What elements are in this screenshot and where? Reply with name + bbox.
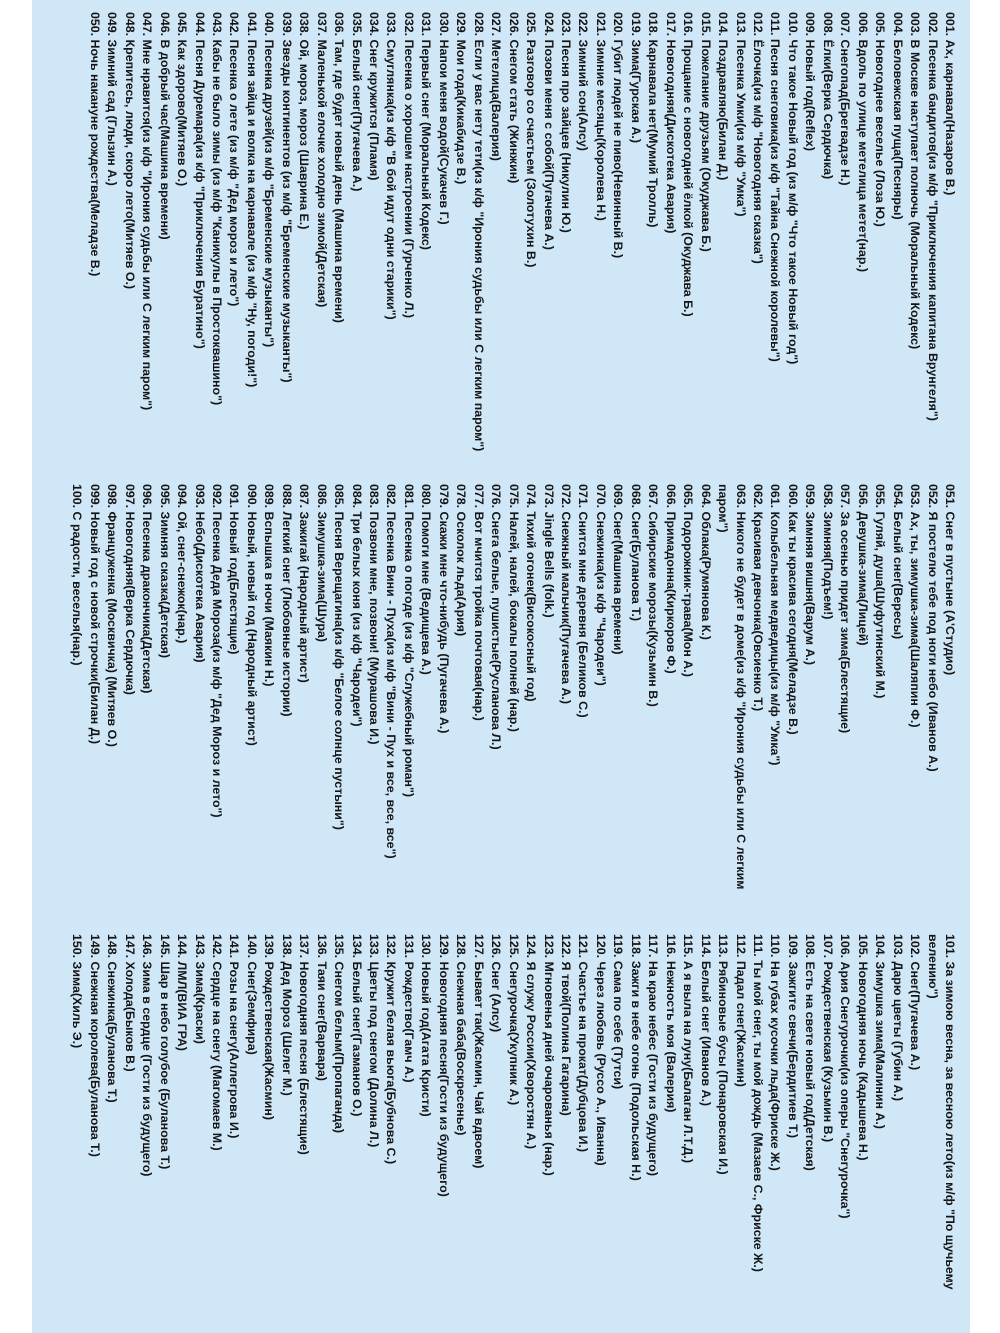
track-item: 149. Снежная королева(Буланова Т.): [87, 934, 102, 1157]
track-item: 098. Француженка (Москвичка) (Митяев О.): [105, 484, 120, 747]
track-item: 118. Зажги в небе огонь (Подольская Н.): [628, 934, 643, 1181]
track-item: 063. Никого не будет в доме(из к/ф "Ирония судьбы или С легким паром"): [716, 484, 748, 890]
track-item: 004. Беловежская пуща(Песняры): [890, 12, 905, 220]
track-item: 094. Ой, снег-снежок(нар.): [175, 484, 190, 644]
track-item: 130. Новый год(Агата Кристи): [419, 934, 434, 1117]
track-item: 123. Мгновенья дней очарованья (нар.): [541, 934, 556, 1176]
track-item: 126. Снег (Алсу): [489, 934, 504, 1033]
track-item: 035. Белый снег(Пугачева А.): [349, 12, 364, 192]
track-item: 099. Новый год с новой строчки(Билан Д.): [87, 484, 102, 745]
track-item: 021. Зимние месяцы(Королева Н.): [593, 12, 608, 221]
track-item: 025. Разговор со счастьем (Золотухин В.): [524, 12, 539, 268]
track-item: 011. Песня снеговика(из к/ф "Тайна Снежной королевы"): [768, 12, 783, 362]
track-item: 147. Холода(Быков В.): [122, 934, 137, 1072]
track-item: 012. Ёлочка(из м/ф "Новогодняя сказка"): [751, 12, 766, 264]
track-item: 146. Зима в сердце (Гости из будущего): [140, 934, 155, 1177]
track-item: 072. Снежный мальчик(Пугачева А.): [559, 484, 574, 704]
track-item: 061. Колыбельная медведицы(из м/ф "Умка"): [768, 484, 783, 766]
track-item: 002. Песенка бандитов(из м/ф "Приключения капитана Врунгеля"): [925, 12, 940, 421]
track-item: 076. Снега белые, пушистые(Русланова Л.): [489, 484, 504, 750]
track-item: 064. Облака(Румянова К.): [698, 484, 713, 640]
track-item: 086. Зимушка-зима(Шура): [314, 484, 329, 642]
track-item: 054. Белый снег(Вересы): [890, 484, 905, 640]
track-item: 069. Снег(Машина времени): [611, 484, 626, 655]
track-item: 044. Песня Дуремара(из к/ф "Приключения Буратино"): [192, 12, 207, 349]
track-item: 095. Зимняя сказка(Детская): [157, 484, 172, 658]
track-item: 088. Легкий снег (Любовные истории): [279, 484, 294, 717]
track-item: 073. Jingle Bells (folk.): [541, 484, 556, 618]
track-item: 082. Песенка Вини - Пуха(из м/ф "Вини - Пух и все, все, все"): [384, 484, 399, 859]
track-item: 028. Если у вас нету тети(из к/ф "Ирония судьбы или С легким паром"): [471, 12, 486, 452]
track-item: 096. Песенка дракончика(Детская): [140, 484, 155, 694]
track-item: 020. Губит людей не пиво(Невинный В.): [611, 12, 626, 259]
tracklist-column-3: [68, 934, 958, 1326]
track-item: 141. Розы на снегу(Аллегрова И.): [227, 934, 242, 1139]
track-item: 116. Нежность моя (Валерия): [663, 934, 678, 1113]
track-item: 051. Снег в пустыне (А'Студио): [943, 484, 957, 676]
track-item: 042. Песенка о лете (из м/ф "Дед мороз и лето"): [227, 12, 242, 307]
track-item: 032. Песенка о хорошем настроении (Гурченко Л.): [401, 12, 416, 319]
track-item: 017. Новогодняя(Дискотека Авария): [663, 12, 678, 234]
track-item: 036. Там, где будет новый день (Машина времени): [332, 12, 347, 323]
track-item: 055. Гуляй, душа(Шуфутинский М.): [873, 484, 888, 699]
track-item: 143. Зима(Краски): [192, 934, 207, 1044]
track-item: 137. Новогодняя песня (Блестящие): [297, 934, 312, 1155]
track-item: 041. Песня зайца и волка на карнавале (из м/ф "Ну, погоди!"): [244, 12, 259, 388]
track-item: 040. Песенка друзей(из м/ф "Бременские музыканты"): [262, 12, 277, 348]
track-item: 113. Рябиновые бусы (Понаровская И.): [716, 934, 731, 1175]
track-item: 053. Ах, ты, зимушка-зима(Шаляпин Ф.): [908, 484, 923, 728]
track-item: 100. С радости, веселья(нар.): [70, 484, 85, 666]
track-item: 030. Напои меня водой(Сукачев Г.): [436, 12, 451, 225]
track-item: 132. Кружит белая вьюга(Бубнова С.): [384, 934, 399, 1165]
track-item: 097. Новогодняя(Верка Сердючка): [122, 484, 137, 695]
track-item: 023. Песня про зайцев (Никулин Ю.): [559, 12, 574, 233]
track-item: 065. Подорожник-трава(Мон А.): [681, 484, 696, 677]
track-item: 109. Зажгите свечи(Бердитиев Т.): [785, 934, 800, 1138]
track-item: 075. Налей, налей, бокалы полней (нар.): [506, 484, 521, 732]
track-item: 140. Снег(Земфира): [244, 934, 259, 1055]
track-item: 134. Белый снег(Газманов О.): [349, 934, 364, 1117]
track-item: 090. Новый, новый год (Народный артист): [244, 484, 259, 746]
track-item: 046. В добрый час(Машина времени): [157, 12, 172, 240]
track-item: 083. Позвони мне, позвони! (Мурашова И.): [367, 484, 382, 745]
track-item: 074. Тихий огонек(Високосный год): [524, 484, 539, 702]
track-item: 107. Рождественская (Кузьмин В.): [820, 934, 835, 1143]
track-item: 058. Зимняя(Подъем!): [820, 484, 835, 620]
track-item: 029. Мои года(Кикабидзе В.): [454, 12, 469, 185]
track-item: 037. Маленькой елочке холодно зимой(Детская): [314, 12, 329, 308]
track-item: 048. Крепитесь, люди, скоро лето(Митяев О.): [122, 12, 137, 290]
track-item: 062. Красивая девчонка(Овсиенко Т.): [751, 484, 766, 712]
track-item: 057. За осенью придет зима(Блестящие): [838, 484, 853, 734]
track-item: 111. Ты мой снег, ты мой дождь (Мазаев С., Фриске Ж.): [751, 934, 766, 1272]
track-item: 079. Скажи мне что-нибудь (Пугачева А.): [436, 484, 451, 734]
track-item: 070. Снежинка(из к/ф "Чародеи"): [593, 484, 608, 686]
track-item: 005. Новогоднее веселье (Лоза Ю.): [873, 12, 888, 227]
track-item: 124. Я служу России(Хворостян А.): [524, 934, 539, 1150]
track-item: 087. Зажигай (Народный артист): [297, 484, 312, 683]
track-item: 102. Снег(Пугачева А.): [908, 934, 923, 1071]
track-item: 071. Снится мне деревня (Беликов С.): [576, 484, 591, 718]
track-item: 018. Карнавала нет(Мумий Тролль): [646, 12, 661, 228]
track-item: 117. На краю небес (Гости из будущего): [646, 934, 661, 1176]
track-item: 112. Падал снег(Жасмин): [733, 934, 748, 1087]
track-item: 131. Рождество(Гамч А.): [401, 934, 416, 1083]
track-item: 013. Песенка Умки(из м/ф "Умка"): [733, 12, 748, 217]
track-item: 001. Ах, карнавал(Назаров В.): [943, 12, 957, 196]
track-item: 077. Вот мчится тройка почтовая(нар.): [471, 484, 486, 721]
track-item: 138. Дед Мороз (Шелег М.): [279, 934, 294, 1096]
track-item: 059. Зимняя вишня(Варум А.): [803, 484, 818, 665]
track-item: 084. Три белых коня (из к/ф "Чародеи"): [349, 484, 364, 727]
track-item: 085. Песня Верещагина(из к/ф "Белое солнце пустыни"): [332, 484, 347, 830]
track-item: 015. Пожелание друзьям (Окуджава Б.): [698, 12, 713, 252]
track-item: 144. ЛМЛ(ВИА ГРА): [175, 934, 190, 1051]
track-item: 031. Первый снег (Моральный Кодекс): [419, 12, 434, 250]
track-item: 052. Я постелю тебе под ноги небо (Иванов А.): [925, 484, 940, 772]
track-item: 105. Новогодняя ночь (Кадышева Н.): [855, 934, 870, 1161]
track-item: 060. Как ты красива сегодня(Меладзе В.): [785, 484, 800, 735]
track-item: 120. Через любовь (Руссо А., Иванна): [593, 934, 608, 1166]
track-item: 135. Снегом белым(Пропаганда): [332, 934, 347, 1134]
track-item: 080. Помоги мне (Ведищева А.): [419, 484, 434, 675]
track-item: 034. Снег кружится (Пламя): [367, 12, 382, 181]
track-item: 103. Дарю цветы (Губин А.): [890, 934, 905, 1102]
track-item: 092. Песенка Деда Мороза(из м/ф "Дед Мороз и лето"): [209, 484, 224, 818]
track-item: 114. Белый снег (Иванов А.): [698, 934, 713, 1107]
track-item: 129. Новогодняя песня(Гости из будущего): [436, 934, 451, 1197]
track-item: 108. Есть на свете новый год(Детская): [803, 934, 818, 1171]
track-item: 093. Небо(Дискотека Авария): [192, 484, 207, 663]
track-item: 026. Снегом стать (Жинжин): [506, 12, 521, 184]
track-item: 066. Примадонна(Киркоров Ф.): [663, 484, 678, 674]
track-item: 024. Позови меня с собой(Пугачева А.): [541, 12, 556, 250]
track-item: 148. Снежинка(Буланова Т.): [105, 934, 120, 1103]
track-item: 003. В Москве наступает полночь (Моральный Кодекс): [908, 12, 923, 350]
track-item: 007. Снегопад(Брегвадзе Н.): [838, 12, 853, 186]
track-item: 009. Новый год(Reflex): [803, 12, 818, 152]
tracklist-column-1: [85, 12, 958, 464]
track-item: 033. Смуглянка(из к/ф "В бой идут одни старики"): [384, 12, 399, 320]
track-item: 101. За зимою весна, за весною лето(из м/ф "По щучьему велению"): [925, 934, 957, 1290]
track-item: 119. Сама по себе (Тутси): [611, 934, 626, 1090]
track-item: 133. Цветы под снегом (Долина Л.): [367, 934, 382, 1148]
track-item: 106. Ария Снегурочки(из оперы "Снегурочка"): [838, 934, 853, 1219]
track-item: 045. Как здорово(Митяев О.): [175, 12, 190, 187]
track-item: 006. Вдоль по улице метелица метет(нар.): [855, 12, 870, 273]
track-item: 139. Рождественская(Жасмин): [262, 934, 277, 1120]
track-item: 039. Звезды континентов (из м/ф "Бременские музыканты"): [279, 12, 294, 383]
track-item: 142. Сердце на снегу (Магомаев М.): [209, 934, 224, 1151]
track-item: 050. Ночь накануне рождества(Меладзе В.): [87, 12, 102, 277]
track-item: 068. Снег(Буланова Т.): [628, 484, 643, 621]
track-item: 091. Новый год(Блестящие): [227, 484, 242, 655]
track-item: 019. Зима(Гурская А.): [628, 12, 643, 143]
rotated-tracklist: [32, 0, 970, 1333]
tracklist-column-2: [68, 484, 958, 932]
track-item: 056. Девушка-зима(Лицей): [855, 484, 870, 646]
track-item: 127. Бывает так(Жасмин, Чай вдвоем): [471, 934, 486, 1169]
tracklist-sheet: [32, 0, 970, 1333]
track-item: 038. Ой, мороз, мороз (Шаврина Е.): [297, 12, 312, 230]
track-item: 150. Зима(Хиль Э.): [70, 934, 85, 1049]
track-item: 010. Что такое Новый год (из м/ф "Что такое Новый год"): [785, 12, 800, 365]
track-item: 145. Шар в небо голубое (Буланова Т.): [157, 934, 172, 1170]
track-item: 016. Прощание с новогодней ёлкой (Окуджава Б.): [681, 12, 696, 317]
track-item: 047. Мне нравится(из к/ф "Ирония судьбы или С легким паром"): [140, 12, 155, 411]
track-item: 122. Я твой(Полина Гагарина): [559, 934, 574, 1116]
track-item: 049. Зимний сад (Глызин А.): [105, 12, 120, 186]
track-item: 128. Снежная баба(Воскресенье): [454, 934, 469, 1136]
track-item: 115. А я выла на луну(Балаган Л.Т.Д.): [681, 934, 696, 1163]
track-item: 014. Поздравляю(Билан Д.): [716, 12, 731, 181]
track-item: 081. Песенка о погоде (из к/ф "Служебный роман"): [401, 484, 416, 797]
track-item: 008. Ёлки(Верка Сердючка): [820, 12, 835, 180]
track-item: 110. На губах кусочки льда(Фриске Ж.): [768, 934, 783, 1171]
track-item: 104. Зимушка зима(Малинин А.): [873, 934, 888, 1129]
track-item: 089. Вспышка в ночи (Маякин Н.): [262, 484, 277, 687]
track-item: 125. Снегурочка(Укупник А.): [506, 934, 521, 1106]
track-item: 027. Метелица(Валерия): [489, 12, 504, 161]
track-item: 043. Кабы не было зимы (из м/ф "Каникулы в Простоквашино"): [209, 12, 224, 406]
track-item: 067. Сибирские морозы(Кузьмин В.): [646, 484, 661, 707]
track-item: 136. Таяи снег(Варвара): [314, 934, 329, 1081]
track-item: 078. Осколок льда(Ария): [454, 484, 469, 637]
track-item: 022. Зимний сон(Алсу): [576, 12, 591, 151]
track-item: 121. Счастье на прокат(Дубцова И.): [576, 934, 591, 1153]
